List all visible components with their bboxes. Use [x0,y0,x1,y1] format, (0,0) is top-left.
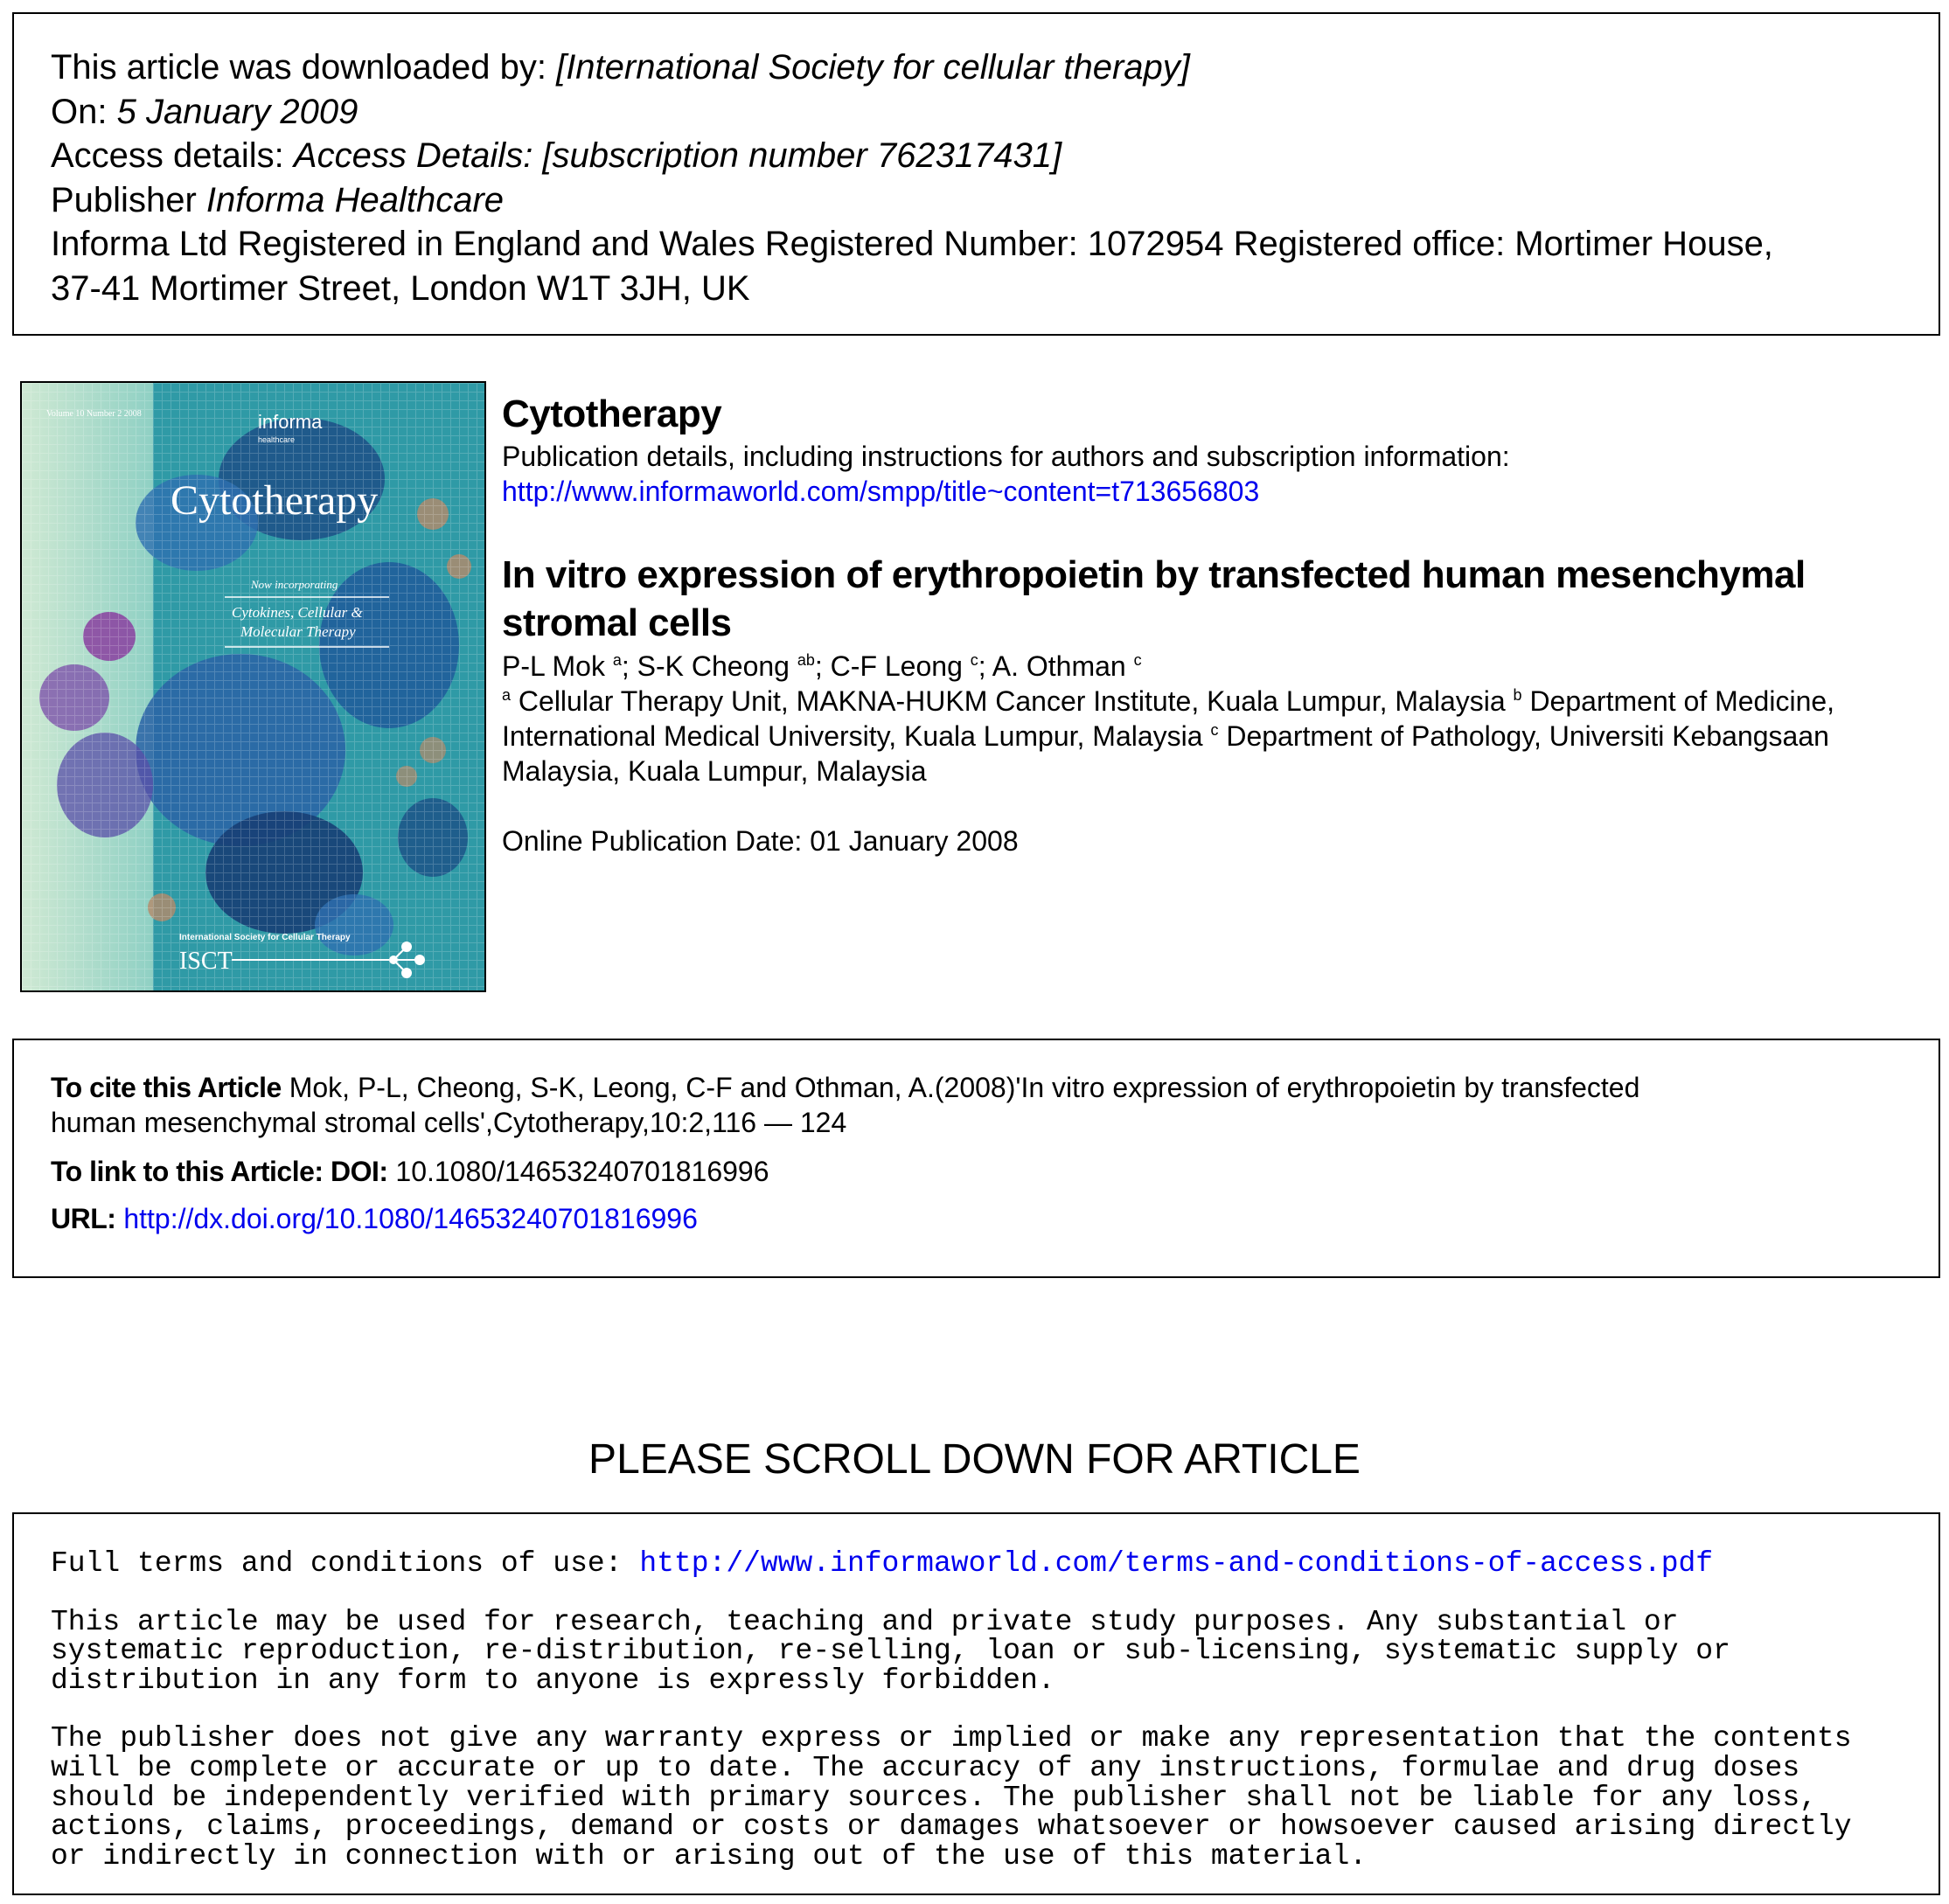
disclaimer-paragraph [51,1724,1902,1871]
url-label: URL: [51,1203,116,1234]
author-affiliation-mark: ab [797,651,815,669]
cover-brand-text: informa [258,411,323,433]
access-details-label: Access details: [51,136,294,175]
article-title-line-1: In vitro expression of erythropoietin by transfected human mesenchymal [502,553,1806,596]
publication-details-text: Publication details, including instructions for authors and subscription information: [502,441,1510,472]
affiliation-text: Cellular Therapy Unit, MAKNA-HUKM Cancer Institute, Kuala Lumpur, Malaysia [511,685,1514,717]
cover-brand-sub-text: healthcare [258,435,296,444]
disclaimer-text-line: actions, claims, proceedings, demand or costs or damages whatsoever or howsoever caused arising directly [51,1810,1852,1844]
url-line [51,1201,1902,1236]
doi-label: To link to this Article: DOI: [51,1156,388,1187]
affiliations [502,684,1936,789]
disclaimer-text-line: should be independently verified with primary sources. The publisher shall not be liable for any loss, [51,1781,1817,1814]
downloaded-by-value: [International Society for cellular therapy] [556,48,1190,87]
author-name: ; C-F Leong [814,650,971,682]
cite-text: Mok, P-L, Cheong, S-K, Leong, C-F and Othman, A.(2008)'In vitro expression of erythropoietin by transfected [281,1072,1640,1103]
cover-journal-title: Cytotherapy [171,477,379,524]
cite-line-2: human mesenchymal stromal cells',Cytotherapy,10:2,116 — 124 [51,1107,847,1138]
author-affiliation-mark: a [612,651,622,669]
address-line: 37-41 Mortimer Street, London W1T 3JH, UK [51,268,750,308]
cover-subtitle-1: Cytokines, Cellular & [232,604,363,621]
author-affiliation-mark: c [1133,651,1142,669]
author-affiliation-mark: c [970,651,978,669]
cover-isct-text: ISCT [179,948,233,975]
article-title [502,551,1936,647]
publisher-value: Informa Healthcare [205,180,505,219]
registration-line: Informa Ltd Registered in England and Wales Registered Number: 1072954 Registered office: Mortimer House, [51,225,1773,263]
author-name: ; A. Othman [978,650,1134,682]
affiliation-mark: c [1210,721,1219,739]
disclaimer-text-line: or indirectly in connection with or arising out of the use of this material. [51,1839,1368,1873]
author-list [502,649,1936,684]
affiliation-text: Department of Medicine, [1521,685,1835,717]
affiliation-mark: a [502,686,512,704]
disclaimer-text-line: will be complete or accurate or up to date. The accuracy of any instructions, formulae and drug doses [51,1751,1800,1784]
publication-info [502,390,1936,858]
terms-box [12,1512,1940,1895]
download-date-value: 5 January 2009 [116,92,358,131]
disclaimer-text-line: The publisher does not give any warranty express or implied or make any representation that the contents [51,1722,1852,1755]
usage-text-line: distribution in any form to anyone is expressly forbidden. [51,1664,1055,1697]
cite-label: To cite this Article [51,1072,282,1103]
doi-value: 10.1080/14653240701816996 [387,1156,769,1187]
journal-url-link[interactable]: http://www.informaworld.com/smpp/title~content=t713656803 [502,476,1260,507]
author-name: ; S-K Cheong [621,650,797,682]
terms-url-link[interactable]: http://www.informaworld.com/terms-and-conditions-of-access.pdf [639,1547,1714,1580]
terms-label: Full terms and conditions of use: [51,1547,640,1580]
cover-volume-text: Volume 10 Number 2 2008 [46,409,142,419]
download-info-box [12,12,1940,336]
affiliation-text: Department of Pathology, Universiti Kebangsaan [1218,720,1829,752]
cover-society-text: International Society for Cellular Therapy [179,933,351,942]
journal-cover-image [20,381,486,992]
scroll-down-message: PLEASE SCROLL DOWN FOR ARTICLE [588,1436,1361,1483]
downloaded-by-label: This article was downloaded by: [51,48,557,87]
affiliation-mark: b [1513,686,1522,704]
doi-line [51,1154,1902,1189]
affiliation-text: International Medical University, Kuala Lumpur, Malaysia [502,720,1211,752]
author-name: P-L Mok [502,650,613,682]
journal-title: Cytotherapy [502,393,722,435]
usage-paragraph [51,1605,1902,1697]
download-date-label: On: [51,92,117,131]
affiliation-line-1 [502,684,1936,719]
access-details-line [51,134,1902,178]
publisher-label: Publisher [51,180,206,219]
publisher-line [51,178,1902,223]
online-publication-date: Online Publication Date: 01 January 2008 [502,825,1019,857]
affiliation-line-2 [502,719,1936,754]
access-details-value: Access Details: [subscription number 762317431] [293,136,1062,175]
cover-subtitle-2: Molecular Therapy [240,623,356,640]
downloaded-by-line [51,45,1902,90]
cite-line-1 [51,1070,1902,1105]
cover-incorporating-text: Now incorporating [251,578,338,591]
affiliation-line-3: Malaysia, Kuala Lumpur, Malaysia [502,755,927,787]
terms-line [51,1549,1902,1579]
usage-text-line: This article may be used for research, teaching and private study purposes. Any substantial or [51,1605,1679,1638]
citation-box [12,1039,1940,1278]
download-date-line [51,90,1902,135]
article-title-line-2: stromal cells [502,601,732,644]
usage-text-line: systematic reproduction, re-distribution, re-selling, loan or sub-licensing, systematic supply or [51,1635,1730,1668]
doi-url-link[interactable]: http://dx.doi.org/10.1080/14653240701816996 [123,1203,698,1234]
